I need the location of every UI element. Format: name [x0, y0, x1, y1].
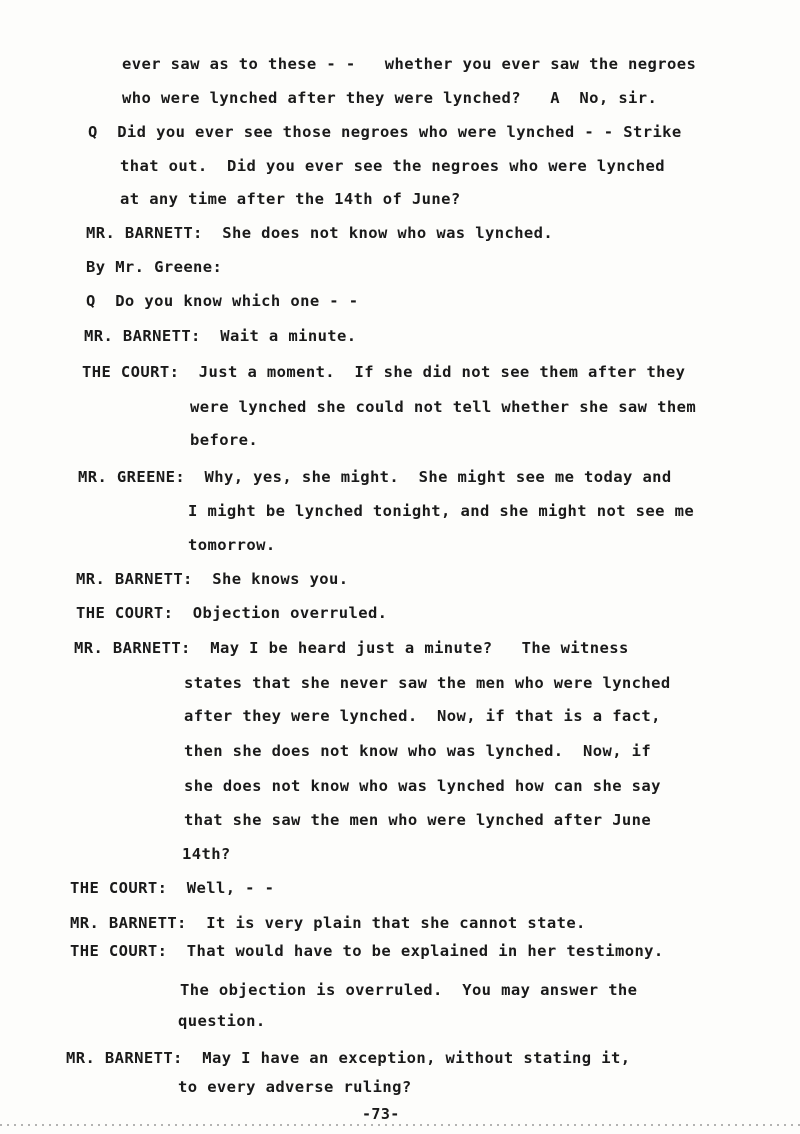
transcript-line: question.: [178, 1012, 266, 1030]
transcript-line: THE COURT: That would have to be explained in her testimony.: [70, 942, 664, 960]
transcript-line: MR. BARNETT: May I be heard just a minute? The witness: [74, 639, 629, 657]
transcript-line: THE COURT: Well, - -: [70, 879, 275, 897]
transcript-line: THE COURT: Objection overruled.: [76, 604, 388, 622]
transcript-line: MR. GREENE: Why, yes, she might. She might see me today and: [78, 468, 672, 486]
transcript-line: MR. BARNETT: She knows you.: [76, 570, 349, 588]
transcript-line: By Mr. Greene:: [86, 258, 223, 276]
transcript-line: 14th?: [182, 845, 231, 863]
transcript-line: that she saw the men who were lynched after June: [184, 811, 652, 829]
transcript-line: Q Did you ever see those negroes who were lynched - - Strike: [88, 123, 682, 141]
transcript-line: THE COURT: Just a moment. If she did not see them after they: [82, 363, 686, 381]
transcript-line: MR. BARNETT: It is very plain that she cannot state.: [70, 914, 586, 932]
transcript-line: after they were lynched. Now, if that is a fact,: [184, 707, 661, 725]
transcript-line: who were lynched after they were lynched? A No, sir.: [122, 89, 658, 107]
page-number: -73-: [362, 1105, 400, 1123]
transcript-line: The objection is overruled. You may answer the: [180, 981, 638, 999]
transcript-line: ever saw as to these - - whether you ever saw the negroes: [122, 55, 697, 73]
transcript-line: tomorrow.: [188, 536, 276, 554]
transcript-line: she does not know who was lynched how can she say: [184, 777, 661, 795]
transcript-line: before.: [190, 431, 259, 449]
transcript-line: MR. BARNETT: She does not know who was lynched.: [86, 224, 554, 242]
transcript-line: at any time after the 14th of June?: [120, 190, 461, 208]
transcript-line: I might be lynched tonight, and she might not see me: [188, 502, 695, 520]
transcript-line: MR. BARNETT: May I have an exception, without stating it,: [66, 1049, 631, 1067]
scan-edge-specks: [0, 1124, 800, 1126]
transcript-line: that out. Did you ever see the negroes who were lynched: [120, 157, 665, 175]
transcript-line: were lynched she could not tell whether she saw them: [190, 398, 697, 416]
transcript-line: then she does not know who was lynched. Now, if: [184, 742, 652, 760]
transcript-line: states that she never saw the men who were lynched: [184, 674, 671, 692]
transcript-line: MR. BARNETT: Wait a minute.: [84, 327, 357, 345]
transcript-line: Q Do you know which one - -: [86, 292, 359, 310]
transcript-line: to every adverse ruling?: [178, 1078, 412, 1096]
